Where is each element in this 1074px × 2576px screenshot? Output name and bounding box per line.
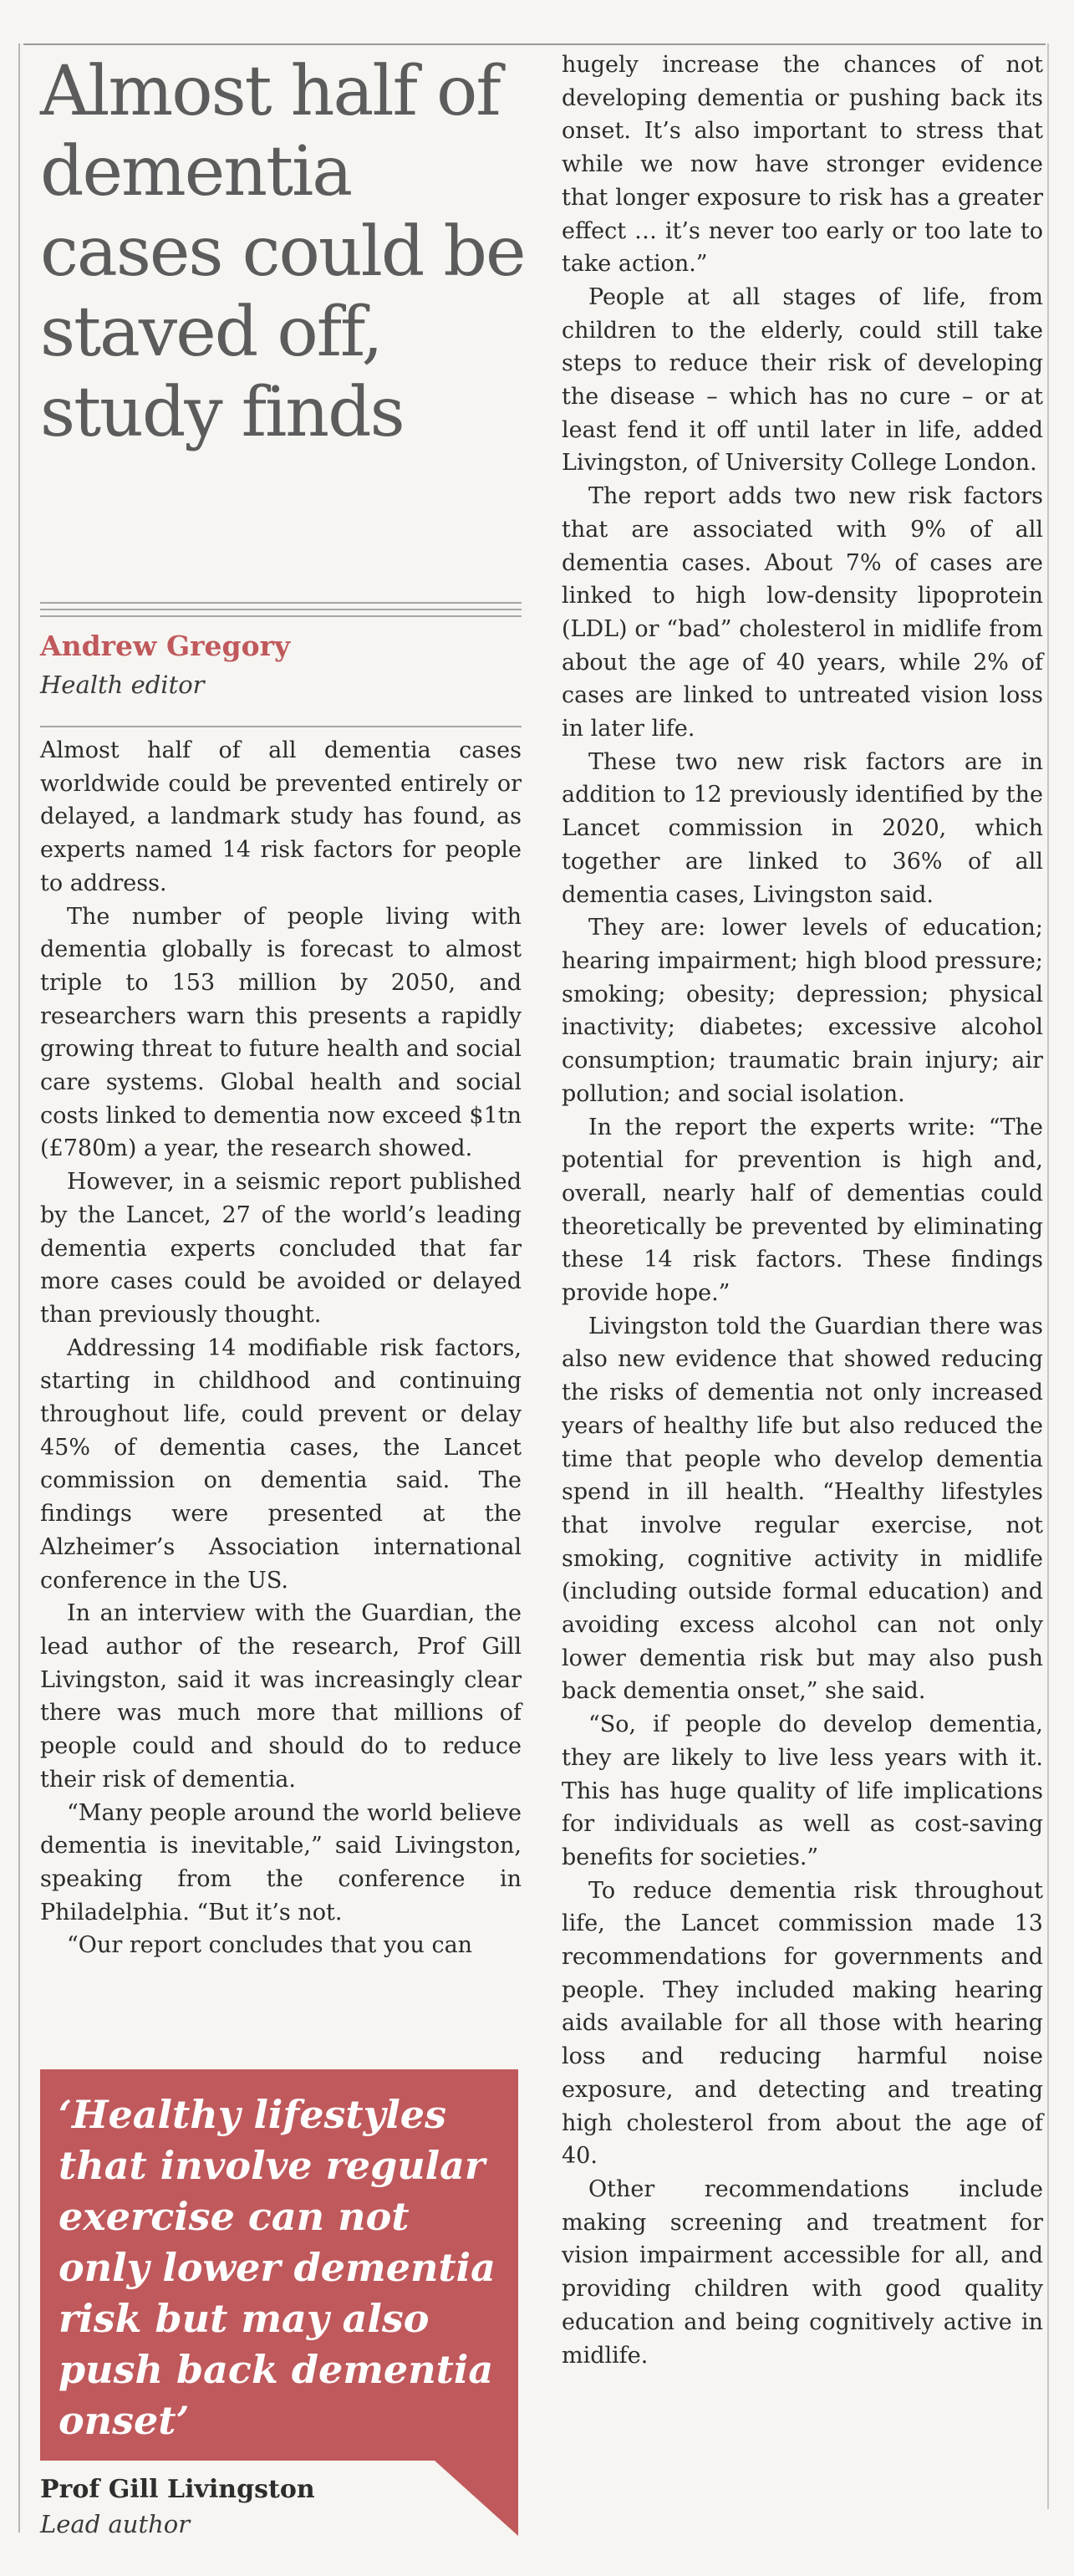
article-body-left-column <box>40 734 522 1962</box>
paragraph: The number of people living with dementia globally is forecast to almost triple to 153 million by 2050, and researchers warn this presents a rapidly growing threat to future health and social care systems. Global health and social costs linked to dementia now exceed $1tn (£780m) a year, the research showed. <box>40 903 522 1162</box>
byline-divider <box>40 726 522 727</box>
byline-rules <box>40 602 522 622</box>
pull-quote-text: ‘Healthy lifestyles that involve regular exercise can not only lower dementia risk but may also push back dementia onset’ <box>59 2092 496 2443</box>
pull-quote-attribution-role: Lead author <box>40 2510 191 2538</box>
paragraph: In the report the experts write: “The potential for prevention is high and, overall, nearly half of dementias could theoretically be prevented by eliminating these 14 risk factors. These findings provide hope.” <box>562 1114 1043 1307</box>
paragraph: Other recommendations include making screening and treatment for vision impairment accessible for all, and providing children with good quality education and being cognitively active in midlife. <box>562 2176 1043 2369</box>
paragraph: However, in a seismic report published by the Lancet, 27 of the world’s leading dementia experts concluded that far more cases could be avoided or delayed than previously thought. <box>40 1169 522 1328</box>
paragraph: To reduce dementia risk throughout life, the Lancet commission made 13 recommendations for governments and people. They included making hearing aids available for all those with hearing loss and reducing harmful noise exposure, and detecting and treating high cholesterol from about the age of 40. <box>562 1877 1043 2170</box>
paragraph: Almost half of all dementia cases worldwide could be prevented entirely or delayed, a landmark study has found, as experts named 14 risk factors for people to address. <box>40 737 522 896</box>
byline-role: Health editor <box>40 671 205 699</box>
byline-name: Andrew Gregory <box>40 630 291 662</box>
paragraph: These two new risk factors are in addition to 12 previously identified by the Lancet commission in 2020, which together are linked to 36% of all dementia cases, Livingston said. <box>562 748 1043 908</box>
paragraph: Addressing 14 modifiable risk factors, starting in childhood and continuing throughout life, could prevent or delay 45% of dementia cases, the Lancet commission on dementia said. The findings were presented at the Alzheimer’s Association international conference in the US. <box>40 1334 522 1594</box>
article-body-right-column <box>562 48 1043 2372</box>
top-rule <box>23 43 1046 45</box>
paragraph: “So, if people do develop dementia, they are likely to live less years with it. This has huge quality of life implications for individuals as well as cost-saving benefits for societies.” <box>562 1711 1043 1870</box>
speech-bubble-tail-icon <box>388 2461 518 2536</box>
pull-quote-box <box>40 2069 518 2461</box>
paragraph: In an interview with the Guardian, the lead author of the research, Prof Gill Livingston, said it was increasingly clear there was much more that millions of people could and should do to reduce their risk of dementia. <box>40 1600 522 1793</box>
paragraph: They are: lower levels of education; hearing impairment; high blood pressure; smoking; obesity; depression; physical inactivity; diabetes; excessive alcohol consumption; traumatic brain injury; air pollution; and social isolation. <box>562 915 1043 1107</box>
paragraph: Livingston told the Guardian there was also new evidence that showed reducing the risks of dementia not only increased years of healthy life but also reduced the time that people who develop dementia spend in ill health. “Healthy lifestyles that involve regular exercise, not smoking, cognitive activity in midlife (including outside formal education) and avoiding excess alcohol can not only lower dementia risk but may also push back dementia onset,” she said. <box>562 1313 1043 1705</box>
paragraph: The report adds two new risk factors that are associated with 9% of all dementia cases. About 7% of cases are linked to high low-density lipoprotein (LDL) or “bad” cholesterol in midlife from about the age of 40 years, while 2% of cases are linked to untreated vision loss in later life. <box>562 483 1043 742</box>
paragraph: “Our report concludes that you can <box>67 1932 473 1959</box>
pull-quote-attribution-name: Prof Gill Livingston <box>40 2475 315 2504</box>
paragraph: “Many people around the world believe dementia is inevitable,” said Livingston, speaking from the conference in Philadelphia. “But it’s not. <box>40 1799 522 1926</box>
right-column-rule <box>1047 43 1049 2509</box>
left-column-rule <box>18 43 20 2533</box>
paragraph: hugely increase the chances of not developing dementia or pushing back its onset. It’s also important to stress that while we now have stronger evidence that longer exposure to risk has a greater effect … it’s never too early or too late to take action.” <box>562 52 1043 278</box>
paragraph: People at all stages of life, from children to the elderly, could still take steps to reduce their risk of developing the disease – which has no cure – or at least fend it off until later in life, added Livingston, of University College London. <box>562 283 1043 477</box>
headline: Almost half of dementia cases could be staved off, study finds <box>40 52 525 452</box>
